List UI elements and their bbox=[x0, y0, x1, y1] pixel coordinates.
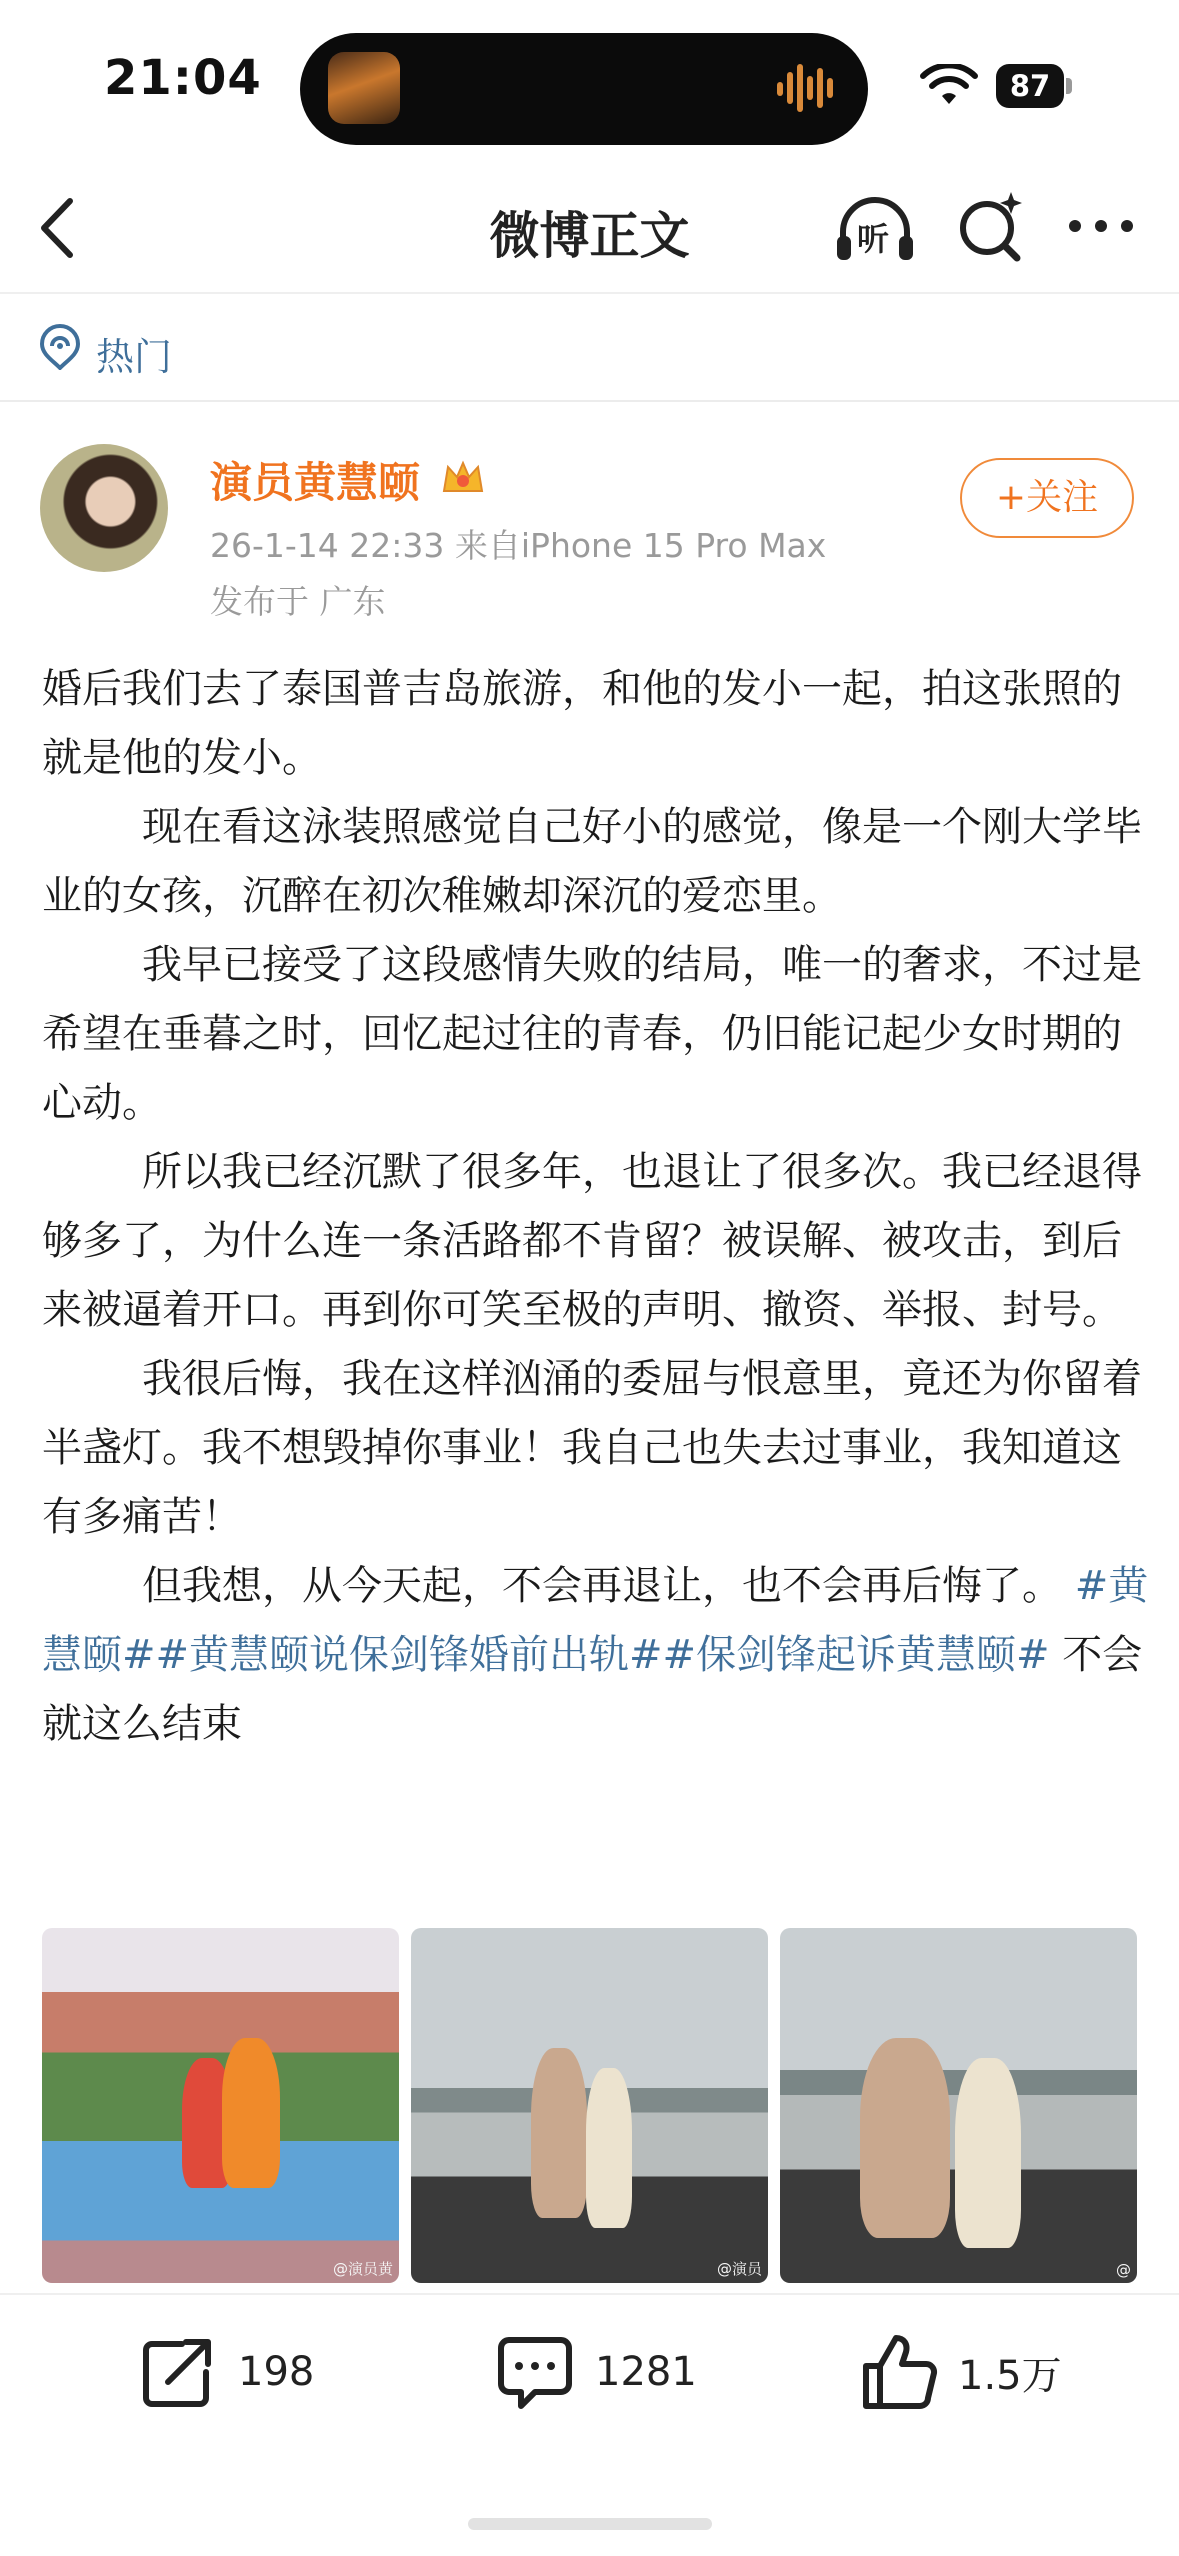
post-photo[interactable] bbox=[780, 1928, 1137, 2283]
post-paragraph: 婚后我们去了泰国普吉岛旅游，和他的发小一起，拍这张照的就是他的发小。 bbox=[42, 666, 1122, 781]
repost-icon bbox=[138, 2332, 218, 2412]
like-button[interactable] bbox=[858, 2332, 1062, 2412]
comment-button[interactable] bbox=[495, 2332, 697, 2412]
post-location: 发布于 广东 bbox=[210, 582, 386, 621]
listen-icon[interactable] bbox=[833, 196, 917, 264]
battery-level: 87 bbox=[996, 64, 1064, 108]
post-paragraph: 所以我已经沉默了很多年，也退让了很多次。我已经退得够多了，为什么连一条活路都不肯留？被误解、被攻击，到后来被逼着开口。再到你可笑至极的声明、撤资、举报、封号。 bbox=[42, 1149, 1142, 1333]
hashtag-link[interactable]: #黄慧颐# bbox=[42, 1563, 1149, 1678]
post-tail-text: 不会就这么结束 bbox=[42, 1632, 1143, 1747]
audio-wave-icon bbox=[775, 60, 841, 116]
like-count: 1.5万 bbox=[958, 2352, 1062, 2399]
section-divider bbox=[0, 400, 1179, 402]
post-photo[interactable] bbox=[411, 1928, 768, 2283]
person-figure bbox=[860, 2038, 950, 2238]
person-figure bbox=[586, 2068, 632, 2228]
post-paragraph: 现在看这泳装照感觉自己好小的感觉，像是一个刚大学毕业的女孩，沉醉在初次稚嫩却深沉的爱恋里。 bbox=[42, 804, 1142, 919]
person-figure bbox=[531, 2048, 587, 2218]
wifi-icon bbox=[920, 64, 978, 108]
post-paragraph: 我很后悔，我在这样汹涌的委屈与恨意里，竟还为你留着半盏灯。我不想毁掉你事业！我自己也失去过事业，我知道这有多痛苦！ bbox=[42, 1356, 1142, 1540]
author-name[interactable]: 演员黄慧颐 bbox=[210, 458, 421, 507]
status-time: 21:04 bbox=[104, 50, 262, 106]
battery-icon bbox=[996, 64, 1072, 108]
like-icon bbox=[858, 2332, 938, 2412]
person-figure bbox=[222, 2038, 280, 2188]
hashtag-link[interactable]: #保剑锋起诉黄慧颐# bbox=[662, 1632, 1050, 1678]
home-indicator[interactable] bbox=[468, 2518, 712, 2530]
battery-cap bbox=[1066, 78, 1072, 94]
repost-count: 198 bbox=[238, 2349, 315, 2395]
photo-watermark: @演员黄 bbox=[332, 2260, 393, 2278]
avatar[interactable] bbox=[40, 444, 168, 572]
page-title: 微博正文 bbox=[489, 207, 690, 265]
comment-count: 1281 bbox=[595, 2349, 697, 2395]
person-figure bbox=[955, 2058, 1021, 2248]
now-playing-thumbnail bbox=[328, 52, 400, 124]
post-photo[interactable] bbox=[42, 1928, 399, 2283]
more-icon[interactable] bbox=[1065, 216, 1137, 236]
hot-tab-label[interactable]: 热门 bbox=[96, 335, 173, 379]
follow-button[interactable]: +关注 bbox=[960, 458, 1134, 538]
comment-icon bbox=[495, 2332, 575, 2412]
listen-label: 听 bbox=[857, 220, 890, 258]
hashtag-link[interactable]: #黄慧颐说保剑锋婚前出轨# bbox=[155, 1632, 663, 1678]
post-paragraph: 我早已接受了这段感情失败的结局，唯一的奢求，不过是希望在垂暮之时，回忆起过往的青春，仍旧能记起少女时期的心动。 bbox=[42, 942, 1142, 1126]
repost-button[interactable] bbox=[138, 2332, 314, 2412]
post-body bbox=[42, 655, 1152, 1759]
crown-icon[interactable] bbox=[440, 455, 486, 501]
photo-watermark: @演员 bbox=[716, 2260, 762, 2278]
post-paragraph-last bbox=[42, 1552, 1152, 1759]
action-bar-divider bbox=[0, 2293, 1179, 2295]
hot-icon bbox=[38, 322, 82, 370]
ai-search-icon[interactable] bbox=[955, 190, 1027, 262]
nav-divider bbox=[0, 292, 1179, 294]
post-timestamp-source: 26-1-14 22:33 来自iPhone 15 Pro Max bbox=[210, 526, 827, 565]
post-paragraph-text: 但我想，从今天起，不会再退让，也不会再后悔了。 bbox=[142, 1563, 1075, 1609]
photo-watermark: @ bbox=[1116, 2261, 1131, 2279]
